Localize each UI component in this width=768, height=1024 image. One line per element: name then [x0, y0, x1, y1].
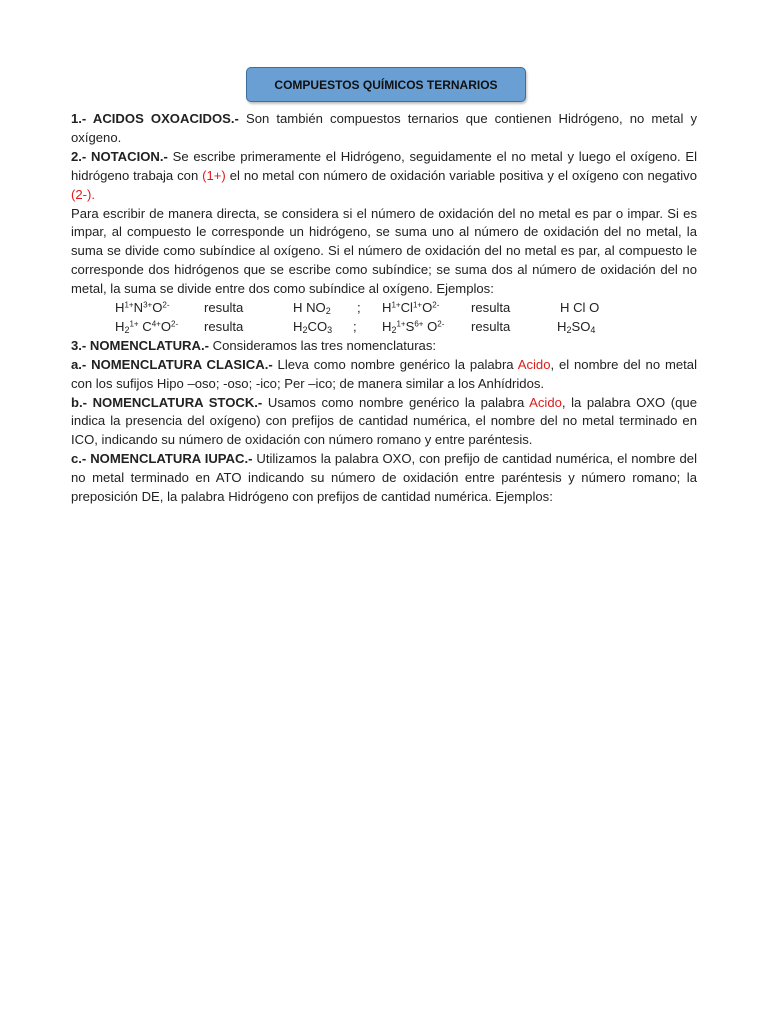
section-nomenclatura-stock — [71, 394, 697, 451]
result-word: resulta — [204, 300, 244, 316]
section-text: , el nombre del no metal con los sufijos Hipo –oso; -oso; -ico; Per –ico; de manera similar a los Anhídridos. — [71, 356, 697, 391]
section-text: Son también compuestos ternarios que contienen Hidrógeno, no metal y oxígeno. — [71, 111, 697, 145]
document-body — [71, 110, 697, 507]
section-text: , la palabra OXO (que indica la presencia del oxígeno) con prefijos de cantidad numérica, el nombre del no metal terminado en ICO, indicando su número de oxidación con número romano y entre paréntesis. — [71, 394, 698, 448]
section-heading: b.- NOMENCLATURA STOCK.- — [71, 394, 263, 410]
oxidation-formula: $H^{1+}N^{3+}O^{2-}$ — [115, 300, 170, 316]
oxidation-number-hydrogen: (1+) — [202, 167, 226, 183]
example-row-1 — [71, 299, 697, 318]
document-title — [246, 67, 526, 102]
oxidation-number-oxygen: (2-). — [71, 186, 96, 202]
section-nomenclatura-iupac — [71, 450, 697, 507]
result-word: resulta — [204, 318, 244, 334]
oxidation-formula: $H_2^{1+}$ $C^{4+}O^{2-}$ — [115, 318, 179, 335]
notacion-paragraph: Para escribir de manera directa, se considera si el número de oxidación del no metal es par o impar. Si es impar, al compuesto le corresponde un hidrógeno, se suma uno al número de oxidación del no metal, la suma se divide como subíndice al oxígeno. Si el número de oxidación del no metal es par, al compuesto le corresponde dos hidrógenos que se escribe como subíndice; se suma dos al número de oxidación del no metal, la suma se divide entre dos como subíndice al oxígeno. Ejemplos: — [71, 205, 697, 297]
section-text: Usamos como nombre genérico la palabra — [262, 394, 530, 410]
section-acidos-oxoacidos — [71, 110, 697, 148]
example-row-2 — [71, 318, 697, 337]
result-word: resulta — [471, 300, 511, 316]
section-text: Consideramos las tres nomenclaturas: — [208, 337, 437, 353]
highlight-acido: Acido — [517, 356, 551, 372]
section-heading: 2.- NOTACION.- — [71, 148, 168, 164]
oxidation-formula: $H^{1+}Cl^{1+}O^{2-}$ — [382, 300, 440, 316]
section-text: Se escribe primeramente el Hidrógeno, seguidamente el no metal y luego el oxígeno. El hidrógeno trabaja con — [71, 148, 698, 183]
result-word: resulta — [471, 318, 511, 334]
separator: ; — [353, 318, 357, 334]
section-text: el no metal con número de oxidación variable positiva y el oxígeno con negativo — [225, 167, 697, 183]
section-nomenclatura-clasica — [71, 356, 697, 394]
section-heading: a.- NOMENCLATURA CLASICA.- — [71, 356, 273, 372]
section-nomenclatura — [71, 337, 697, 356]
section-heading: 3.- NOMENCLATURA.- — [71, 337, 209, 353]
separator: ; — [357, 300, 361, 316]
section-text: Utilizamos la palabra OXO, con prefijo de cantidad numérica, el nombre del no metal terminado en ATO indicando su número de oxidación entre paréntesis y número romano; la preposición DE, la palabra Hidrógeno con prefijos de cantidad numérica. Ejemplos: — [71, 451, 697, 505]
section-notacion — [71, 148, 697, 205]
document-title-text: COMPUESTOS QUÍMICOS TERNARIOS — [274, 77, 498, 92]
result-formula: $H_2SO_4$ — [557, 318, 596, 335]
section-heading: 1.- ACIDOS OXOACIDOS.- — [71, 111, 239, 126]
section-text: Lleva como nombre genérico la palabra — [272, 356, 518, 372]
highlight-acido: Acido — [529, 394, 562, 410]
result-formula: $H_2CO_3$ — [293, 318, 333, 335]
result-formula: H $NO_2$ — [293, 300, 331, 316]
section-heading: c.- NOMENCLATURA IUPAC.- — [71, 451, 253, 467]
result-formula: H Cl O — [560, 300, 600, 316]
oxidation-formula: $H_2^{1+}S^{6+}$ $O^{2-}$ — [382, 318, 445, 335]
